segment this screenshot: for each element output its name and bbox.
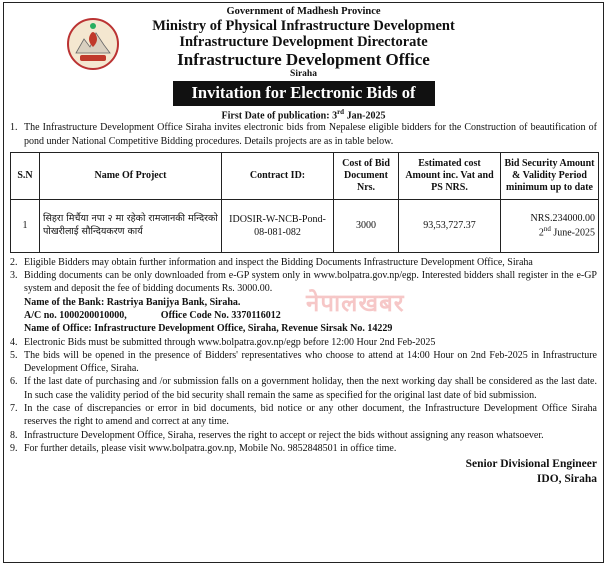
watermark: नेपालखबर: [306, 289, 405, 317]
item-7: 7. In the case of discrepancies or error in bid documents, bid notice or any other document, the Infrastructure Development Office Siraha reserves the right to amend and correct at any time.: [10, 403, 597, 428]
table-row: [11, 199, 599, 252]
item-6: 6. If the last date of purchasing and /or submission falls on a government holiday, then the next working day shall be considered as the last date. In such case the validity period of the bid security shall remain the same as specified for the original last date of bid submission.: [10, 376, 597, 401]
bidding-docs-text: Bidding documents can be only downloaded from e-GP system only in www.bolpatra.gov.np/egp. Interested bidders shall register in the e-GP system and deposit the fee of bidding documents Rs. 3000.00.: [24, 270, 597, 295]
signatory-office: IDO, Siraha: [536, 473, 597, 486]
col-sn: S.N: [11, 152, 40, 199]
ministry-line: Ministry of Physical Infrastructure Development: [152, 17, 455, 34]
validity-date: 2nd June-2025: [538, 225, 595, 239]
cell-security: [501, 199, 599, 252]
item-9: 9. For further details, please visit www.bolpatra.gov.np, Mobile No. 9852848501 in office time.: [10, 442, 397, 454]
bids-table: [10, 152, 599, 253]
office-location: Siraha: [290, 69, 317, 80]
col-contract-id: Contract ID:: [222, 152, 334, 199]
cell-project: सिहरा मिर्चैया नपा २ मा रहेको रामजानकी मन्दिरको पोखरीलाई सौन्दियकरण कार्य: [40, 199, 222, 252]
col-project: Name Of Project: [40, 152, 222, 199]
nepal-emblem-icon: [66, 17, 120, 71]
intro-text: The Infrastructure Development Office Siraha invites electronic bids from Nepalese eligible bidders for the Construction of beautification of pond under National Competitive Bidding procedures. Details projects are as in table below.: [24, 122, 597, 147]
col-security: Bid Security Amount & Validity Period minimum up to date: [501, 152, 599, 199]
item-2: 2. Eligible Bidders may obtain further information and inspect the Bidding Documents Infrastructure Development Office, Siraha: [10, 256, 533, 268]
item-1: 1. The Infrastructure Development Office Siraha invites electronic bids from Nepalese eligible bidders for the Construction of beautification of pond under National Competitive Bidding procedures. Details projects are as in table below.: [10, 122, 597, 147]
account-line: A/C no. 1000200010000, Office Code No. 3370116012: [24, 309, 281, 321]
notice-banner: Invitation for Electronic Bids of: [173, 81, 435, 106]
cell-estimated: 93,53,727.37: [399, 199, 501, 252]
security-amount: NRS.234000.00: [530, 213, 595, 225]
item-5: 5. The bids will be opened in the presence of Bidders' representatives who choose to attend at 14:00 Hour on 2nd Feb-2025 in Infrastructure Development Office, Siraha.: [10, 349, 597, 375]
publication-date: First Date of publication: 3rd Jan-2025: [221, 107, 386, 122]
col-doc-cost: Cost of Bid Document Nrs.: [334, 152, 399, 199]
office-name-line: Name of Office: Infrastructure Development Office, Siraha, Revenue Sirsak No. 14229: [24, 323, 393, 335]
notice-page: [3, 2, 604, 563]
item-4: 4. Electronic Bids must be submitted through www.bolpatra.gov.np/egp before 12:00 Hour 2nd Feb-2025: [10, 336, 436, 348]
cell-contract-id: IDOSIR-W-NCB-Pond-08-081-082: [222, 199, 334, 252]
office-title: Infrastructure Development Office: [177, 50, 430, 70]
bank-name: Name of the Bank: Rastriya Banijya Bank, Siraha.: [24, 296, 241, 308]
item-8: 8. Infrastructure Development Office, Siraha, reserves the right to accept or reject the bids without assigning any reason whatsoever.: [10, 429, 544, 441]
cell-doc-cost: 3000: [334, 199, 399, 252]
item-3: 3. Bidding documents can be only downloaded from e-GP system only in www.bolpatra.gov.np/egp. Interested bidders shall register in the e-GP system and deposit the fee of bidding documents Rs. 3000.00. Name of the Bank: Rastriya Banijya Bank, Siraha. A/C no. 1000200010000, Office Code No. 3370116012 Name of Office: Infrastructure Development Office, Siraha, Revenue Sirsak No. 14229: [10, 270, 597, 335]
signatory-title: Senior Divisional Engineer: [465, 458, 597, 471]
signature-block: [10, 457, 597, 487]
directorate-line: Infrastructure Development Directorate: [179, 33, 428, 50]
cell-sn: 1: [11, 199, 40, 252]
table-header-row: [11, 152, 599, 199]
government-line: Government of Madhesh Province: [226, 6, 381, 17]
col-estimated: Estimated cost Amount inc. Vat and PS NRS.: [399, 152, 501, 199]
